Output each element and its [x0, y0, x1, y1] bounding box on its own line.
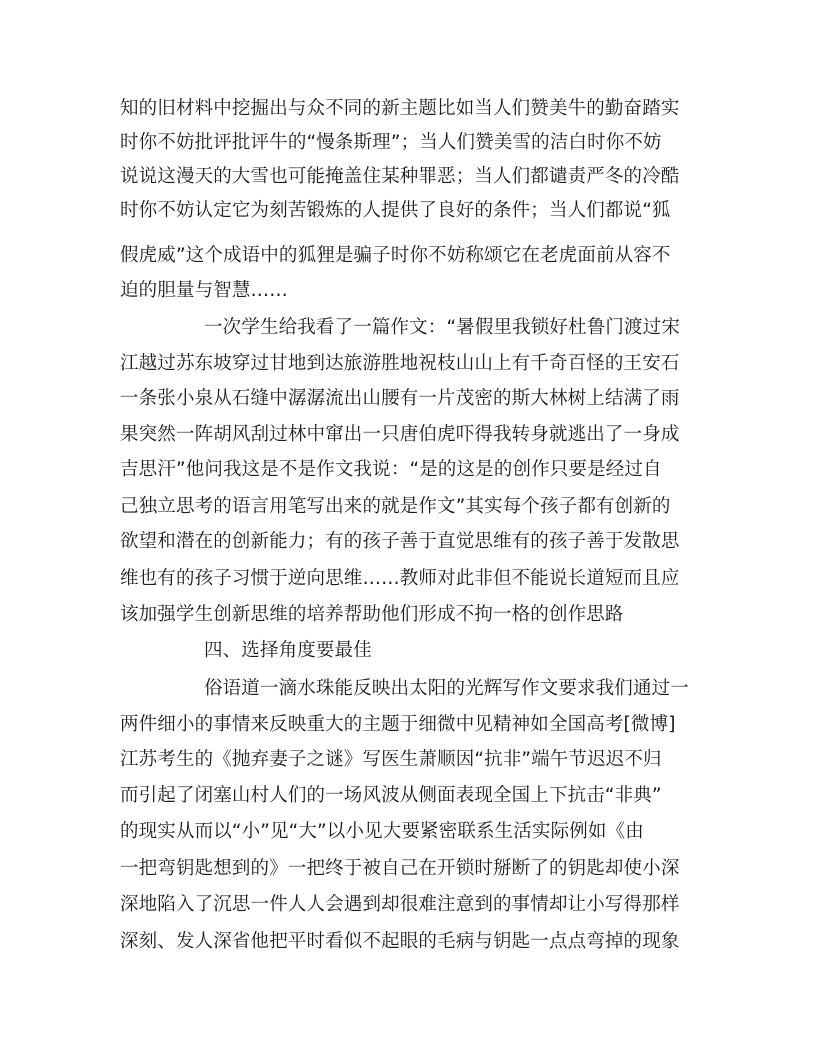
body-text-line: 而引起了闭塞山村人们的一场风波从侧面表现全国上下抗击“非典” — [120, 785, 662, 806]
body-text-line: 江越过苏东坡穿过甘地到达旅游胜地祝枝山山上有千奇百怪的王安石 — [120, 353, 680, 374]
body-text-line: 该加强学生创新思维的培养帮助他们形成不拘一格的创作思路 — [120, 604, 624, 625]
body-text-line: 欲望和潜在的创新能力；有的孩子善于直觉思维有的孩子善于发散思 — [120, 531, 680, 552]
body-text-line: 己独立思考的语言用笔写出来的就是作文”其实每个孩子都有创新的 — [120, 496, 671, 517]
body-text-line: 迫的胆量与智慧…… — [120, 280, 288, 301]
body-text-line: 深刻、发人深省他把平时看似不起眼的毛病与钥匙一点点弯掉的现象 — [120, 931, 680, 952]
body-text-line: 说说这漫天的大雪也可能掩盖住某种罪恶；当人们都谴责严冬的冷酷 — [120, 166, 680, 187]
section-heading: 四、选择角度要最佳 — [204, 640, 372, 661]
body-text-line: 吉思汗”他问我这是不是作文我说：“是的这是的创作只要是经过自 — [120, 459, 662, 480]
body-text-line: 一把弯钥匙想到的》一把终于被自己在开锁时掰断了的钥匙却使小深 — [120, 858, 680, 879]
body-text-line: 维也有的孩子习惯于逆向思维……教师对此非但不能说长道短而且应 — [120, 568, 680, 589]
body-text-line: 两件细小的事情来反映重大的主题于细微中见精神如全国高考[微博] — [120, 714, 676, 735]
body-text-line: 时你不妨批评批评牛的“慢条斯理”；当人们赞美雪的洁白时你不妨 — [120, 132, 662, 153]
body-text-line: 一次学生给我看了一篇作文：“暑假里我锁好杜鲁门渡过宋 — [204, 317, 680, 338]
body-text-line: 俗语道一滴水珠能反映出太阳的光辉写作文要求我们通过一 — [204, 678, 689, 699]
body-text-line: 深地陷入了沉思一件人人会遇到却很难注意到的事情却让小写得那样 — [120, 894, 680, 915]
body-text-line: 江苏考生的《抛弃妻子之谜》写医生萧顺因“抗非”端午节迟迟不归 — [120, 749, 662, 770]
body-text-line: 时你不妨认定它为刻苦锻炼的人提供了良好的条件；当人们都说“狐 — [120, 200, 671, 221]
body-text-line: 的现实从而以“小”见“大”以小见大要紧密联系生活实际例如《由 — [120, 821, 644, 842]
body-text-line: 假虎威”这个成语中的狐狸是骗子时你不妨称颂它在老虎面前从容不 — [120, 245, 671, 266]
body-text-line: 一条张小泉从石缝中潺潺流出山腰有一片茂密的斯大林树上结满了雨 — [120, 388, 680, 409]
body-text-line: 果突然一阵胡风刮过林中窜出一只唐伯虎吓得我转身就逃出了一身成 — [120, 424, 680, 445]
body-text-line: 知的旧材料中挖掘出与众不同的新主题比如当人们赞美牛的勤奋踏实 — [120, 98, 680, 119]
